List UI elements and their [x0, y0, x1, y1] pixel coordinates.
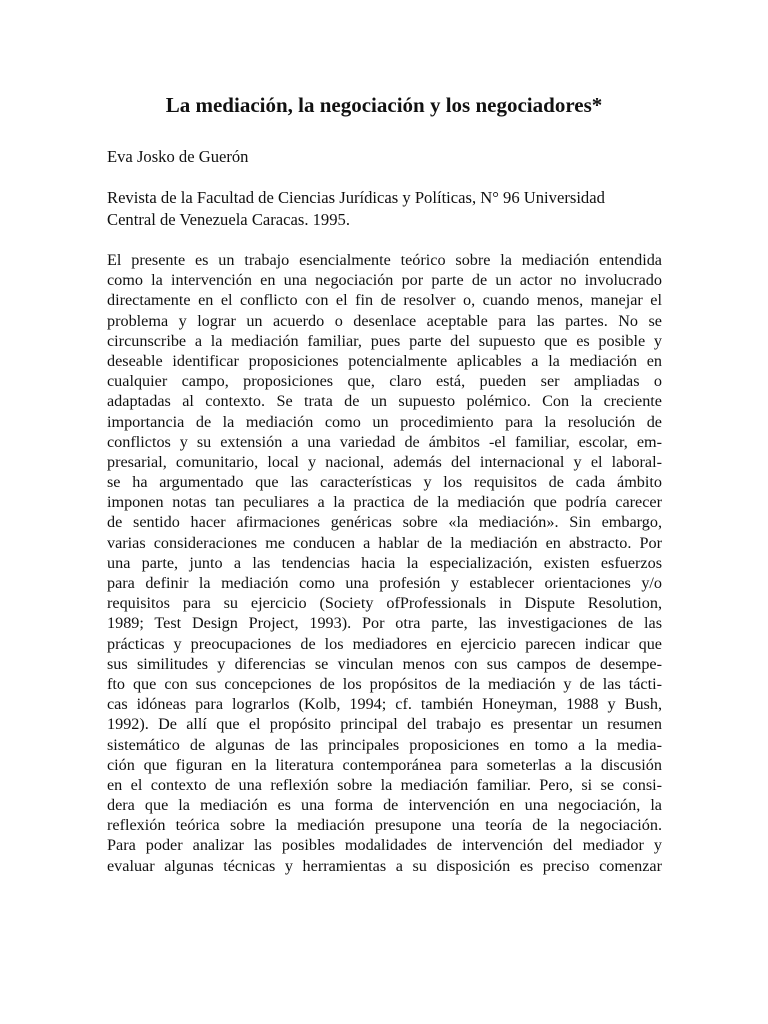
body-line: 1992). De allí que el propósito principal del trabajo es presentar un resumen	[107, 715, 662, 734]
source-line: Revista de la Facultad de Ciencias Jurídicas y Políticas, N° 96 Universidad	[107, 188, 605, 207]
body-line: sistemático de algunas de las principales proposiciones en tomo a la media-	[107, 735, 662, 754]
body-line: varias consideraciones me conducen a hablar de la mediación en abstracto. Por	[107, 533, 662, 552]
body-line: imponen notas tan peculiares a la practica de la mediación que podría carecer	[107, 493, 662, 512]
body-line: como la intervención en una negociación por parte de un actor no involucrado	[107, 271, 662, 290]
body-line: para definir la mediación como una profesión y establecer orientaciones y/o	[107, 574, 662, 592]
body-line: Para poder analizar las posibles modalidades de intervención del mediador y	[107, 836, 662, 855]
body-line: de sentido hacer afirmaciones genéricas sobre «la mediación». Sin embargo,	[107, 513, 662, 532]
source-line: Central de Venezuela Caracas. 1995.	[107, 210, 350, 229]
body-line: conflictos y su extensión a una variedad de ámbitos -el familiar, escolar, em-	[107, 432, 662, 451]
body-line: cas idóneas para lograrlos (Kolb, 1994; cf. también Honeyman, 1988 y Bush,	[107, 695, 662, 714]
body-line: deseable identificar proposiciones potencialmente aplicables a la mediación en	[107, 351, 662, 370]
body-line: reflexión teórica sobre la mediación presupone una teoría de la negociación.	[107, 816, 662, 835]
body-line: en el contexto de una reflexión sobre la mediación familiar. Pero, si se consi-	[107, 775, 662, 794]
body-line: requisitos para su ejercicio (Society ofProfessionals in Dispute Resolution,	[107, 594, 662, 613]
body-line: fto que con sus concepciones de los propósitos de la mediación y de las tácti-	[107, 674, 662, 693]
body-line: una parte, junto a las tendencias hacia la especialización, existen esfuerzos	[107, 553, 662, 572]
body-line: adaptadas al contexto. Se trata de un supuesto polémico. Con la creciente	[107, 392, 662, 411]
body-paragraph	[107, 250, 662, 876]
body-line: 1989; Test Design Project, 1993). Por otra parte, las investigaciones de las	[107, 614, 662, 633]
body-line: cualquier campo, proposiciones que, claro está, pueden ser ampliadas o	[107, 372, 662, 391]
body-line: importancia de la mediación como un procedimiento para la resolución de	[107, 412, 662, 431]
body-line: directamente en el conflicto con el fin de resolver o, cuando menos, manejar el	[107, 291, 662, 310]
body-line: ción que figuran en la literatura contemporánea para someterlas a la discusión	[107, 755, 662, 774]
body-line: dera que la mediación es una forma de intervención en una negociación, la	[107, 796, 662, 815]
body-line: prácticas y preocupaciones de los mediadores en ejercicio parecen indicar que	[107, 634, 662, 653]
body-line: problema y lograr un acuerdo o desenlace aceptable para las partes. No se	[107, 311, 662, 330]
body-line: El presente es un trabajo esencialmente teórico sobre la mediación entendida	[107, 251, 662, 269]
document-title: La mediación, la negociación y los negociadores*	[165, 93, 603, 117]
body-line: circunscribe a la mediación familiar, pues parte del supuesto que es posible y	[107, 331, 662, 350]
body-line: presarial, comunitario, local y nacional, además del internacional y el laboral-	[107, 452, 662, 471]
source-citation	[107, 187, 667, 231]
body-line: sus similitudes y diferencias se vinculan menos con sus campos de desempe-	[107, 654, 662, 673]
body-line: se ha argumentado que las características y los requisitos de cada ámbito	[107, 473, 662, 492]
author-name: Eva Josko de Guerón	[107, 147, 249, 166]
body-line: evaluar algunas técnicas y herramientas a su disposición es preciso comenzar	[107, 856, 662, 875]
